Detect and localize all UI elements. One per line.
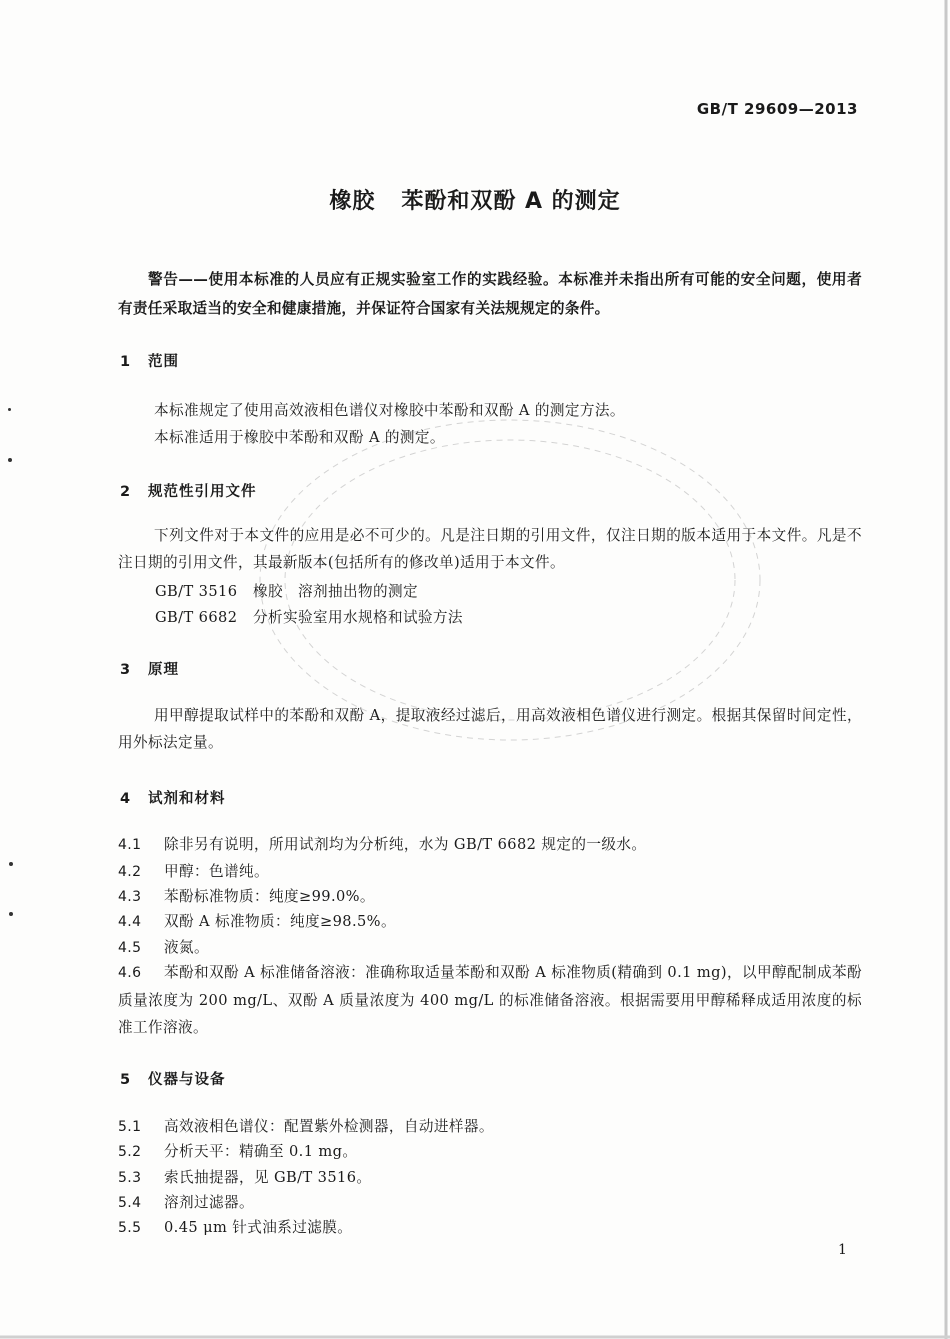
section-1-heading [120,350,179,371]
title-part-1: 橡胶 [329,189,376,214]
section-number: 1 [120,354,132,370]
item-text: 苯酚和双酚 A 标准储备溶液：准确称取适量苯酚和双酚 A 标准物质(精确到 0.1 mg)，以甲醇配制成苯酚质量浓度为 200 mg/L、双酚 A 质量浓度为 400 mg/L 的标准储备溶液。根据需要用甲醇稀释成适用浓度的标准工作溶液。 [118,964,862,1036]
item-number: 5.4 [118,1195,142,1211]
section-title: 试剂和材料 [148,791,226,807]
section-2-body [118,522,862,576]
item-number: 4.2 [118,864,142,880]
item-number: 5.3 [118,1170,142,1186]
item-number: 5.5 [118,1220,142,1236]
paragraph: 用甲醇提取试样中的苯酚和双酚 A，提取液经过滤后，用高效液相色谱仪进行测定。根据其保留时间定性，用外标法定量。 [118,707,862,751]
scan-dot [8,458,12,462]
scan-dot [9,862,13,866]
section-1-body [118,397,862,451]
list-item [118,858,862,886]
item-number: 4.6 [118,965,142,981]
section-4-heading [120,787,226,808]
section-3-heading [120,658,179,679]
item-number: 5.1 [118,1119,142,1135]
item-text: 液氮。 [164,939,209,956]
item-text: 双酚 A 标准物质：纯度≥98.5%。 [164,913,396,930]
item-text: 索氏抽提器，见 GB/T 3516。 [164,1169,372,1186]
standard-number: GB/T 29609—2013 [696,100,858,118]
item-number: 4.4 [118,914,142,930]
page-number: 1 [838,1242,847,1258]
paragraph: 本标准规定了使用高效液相色谱仪对橡胶中苯酚和双酚 A 的测定方法。 [154,402,625,419]
section-number: 2 [120,484,132,500]
list-item [118,1214,862,1242]
section-title: 仪器与设备 [148,1072,226,1088]
item-number: 4.3 [118,889,142,905]
list-item [118,1113,862,1141]
reference-name: 橡胶 溶剂抽出物的测定 [253,583,418,600]
item-text: 苯酚标准物质：纯度≥99.0%。 [164,888,375,905]
section-title: 规范性引用文件 [148,484,257,500]
section-title: 原理 [148,662,179,678]
item-number: 4.1 [118,837,142,853]
item-text: 高效液相色谱仪：配置紫外检测器，自动进样器。 [164,1118,494,1135]
item-text: 分析天平：精确至 0.1 mg。 [164,1143,358,1160]
scan-dot [9,912,13,916]
list-item [118,1164,862,1192]
item-text: 0.45 μm 针式油系过滤膜。 [164,1219,353,1236]
list-item [118,1189,862,1217]
scan-dot [8,408,11,411]
item-text: 除非另有说明，所用试剂均为分析纯，水为 GB/T 6682 规定的一级水。 [164,836,647,853]
section-5-heading [120,1068,226,1089]
list-item [118,959,862,1041]
item-text: 甲醇：色谱纯。 [164,863,269,880]
reference-name: 分析实验室用水规格和试验方法 [253,609,463,626]
list-item [118,883,862,911]
item-number: 4.5 [118,940,142,956]
normative-reference [155,606,463,627]
normative-reference [155,580,418,601]
list-item [118,934,862,962]
section-title: 范围 [148,354,179,370]
list-item [118,831,862,859]
paragraph: 下列文件对于本文件的应用是必不可少的。凡是注日期的引用文件，仅注日期的版本适用于本文件。凡是不注日期的引用文件，其最新版本(包括所有的修改单)适用于本文件。 [118,527,862,571]
section-number: 5 [120,1072,132,1088]
title-part-2: 苯酚和双酚 A 的测定 [401,189,621,214]
document-title [0,184,950,215]
paragraph: 本标准适用于橡胶中苯酚和双酚 A 的测定。 [154,429,445,446]
section-3-body [118,702,862,756]
reference-code: GB/T 6682 [155,609,238,626]
section-2-heading [120,480,257,501]
section-number: 3 [120,662,132,678]
item-text: 溶剂过滤器。 [164,1194,254,1211]
warning-paragraph: 警告——使用本标准的人员应有正规实验室工作的实践经验。本标准并未指出所有可能的安全问题，使用者有责任采取适当的安全和健康措施，并保证符合国家有关法规规定的条件。 [118,271,862,317]
reference-code: GB/T 3516 [155,583,238,600]
section-number: 4 [120,791,132,807]
item-number: 5.2 [118,1144,142,1160]
list-item [118,1138,862,1166]
list-item [118,908,862,936]
